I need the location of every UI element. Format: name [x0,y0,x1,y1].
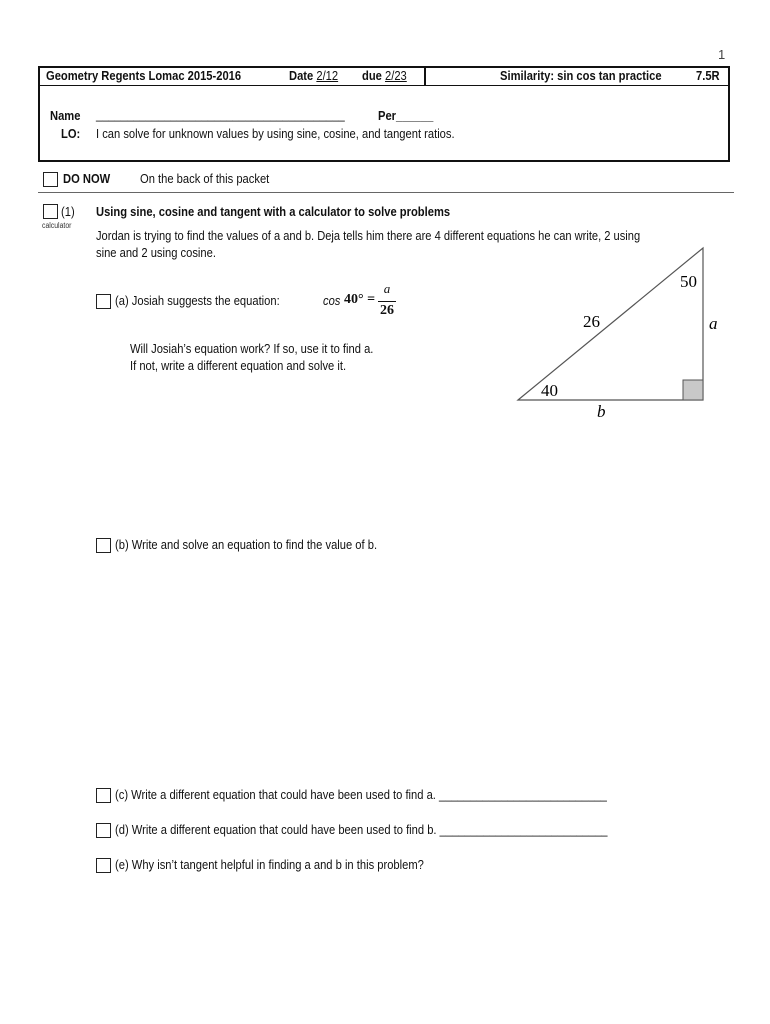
name-label: Name [50,108,81,123]
period-field[interactable]: Per______ [378,108,434,123]
bottom-angle-label: 40 [541,381,558,400]
part-c-checkbox[interactable] [96,788,111,803]
triangle-shape [518,248,703,400]
date-value: 2/12 [316,68,339,83]
do-now-text: On the back of this packet [140,171,270,186]
part-a-question-line2: If not, write a different equation and solve it. [130,358,347,373]
header-divider [38,85,730,86]
top-angle-label: 50 [680,272,697,291]
equation-cos: cos [323,293,341,308]
part-b-text: (b) Write and solve an equation to find the value of b. [115,537,378,552]
due-value: 2/23 [385,68,407,83]
course-title: Geometry Regents Lomac 2015-2016 [46,68,242,83]
problem1-intro-line1: Jordan is trying to find the values of a and b. Deja tells him there are 4 different equations he can write, 2 using [96,228,641,243]
right-angle-marker [683,380,703,400]
do-now-label: DO NOW [63,171,111,186]
date-label: Date 2/12 [289,68,339,83]
due-label: due 2/23 [362,68,407,83]
part-d-checkbox[interactable] [96,823,111,838]
part-e-text: (e) Why isn’t tangent helpful in finding a and b in this problem? [115,857,424,872]
part-b-checkbox[interactable] [96,538,111,553]
fraction-bar [378,301,396,302]
part-a-checkbox[interactable] [96,294,111,309]
lo-text: I can solve for unknown values by using sine, cosine, and tangent ratios. [96,126,455,141]
problem1-number: (1) [61,204,75,219]
equation-denominator: 26 [380,303,394,318]
do-now-checkbox[interactable] [43,172,58,187]
section-divider [38,192,734,193]
lesson-code: 7.5R [696,68,720,83]
equation-angle: 40° = [344,292,376,307]
vertical-side-label: a [709,314,718,333]
problem1-intro-line2: sine and 2 using cosine. [96,245,216,260]
part-e-checkbox[interactable] [96,858,111,873]
problem1-checkbox[interactable] [43,204,58,219]
header-vertical-divider [424,66,426,86]
part-a-question-line1: Will Josiah’s equation work? If so, use it to find a. [130,341,374,356]
topic-title: Similarity: sin cos tan practice [500,68,662,83]
lo-label: LO: [61,126,81,141]
right-triangle-diagram [505,240,735,425]
name-field[interactable]: ________________________________________ [96,107,345,122]
equation-numerator: a [383,281,391,296]
part-c-text: (c) Write a different equation that could have been used to find a. ___________________________ [115,787,607,802]
page-number: 1 [718,47,726,62]
part-a-label: (a) Josiah suggests the equation: [115,293,280,308]
calculator-tag: calculator [42,221,72,230]
problem1-title: Using sine, cosine and tangent with a calculator to solve problems [96,204,451,219]
part-d-text: (d) Write a different equation that could have been used to find b. ___________________________ [115,822,608,837]
horizontal-side-label: b [597,402,606,421]
hypotenuse-label: 26 [583,312,600,331]
